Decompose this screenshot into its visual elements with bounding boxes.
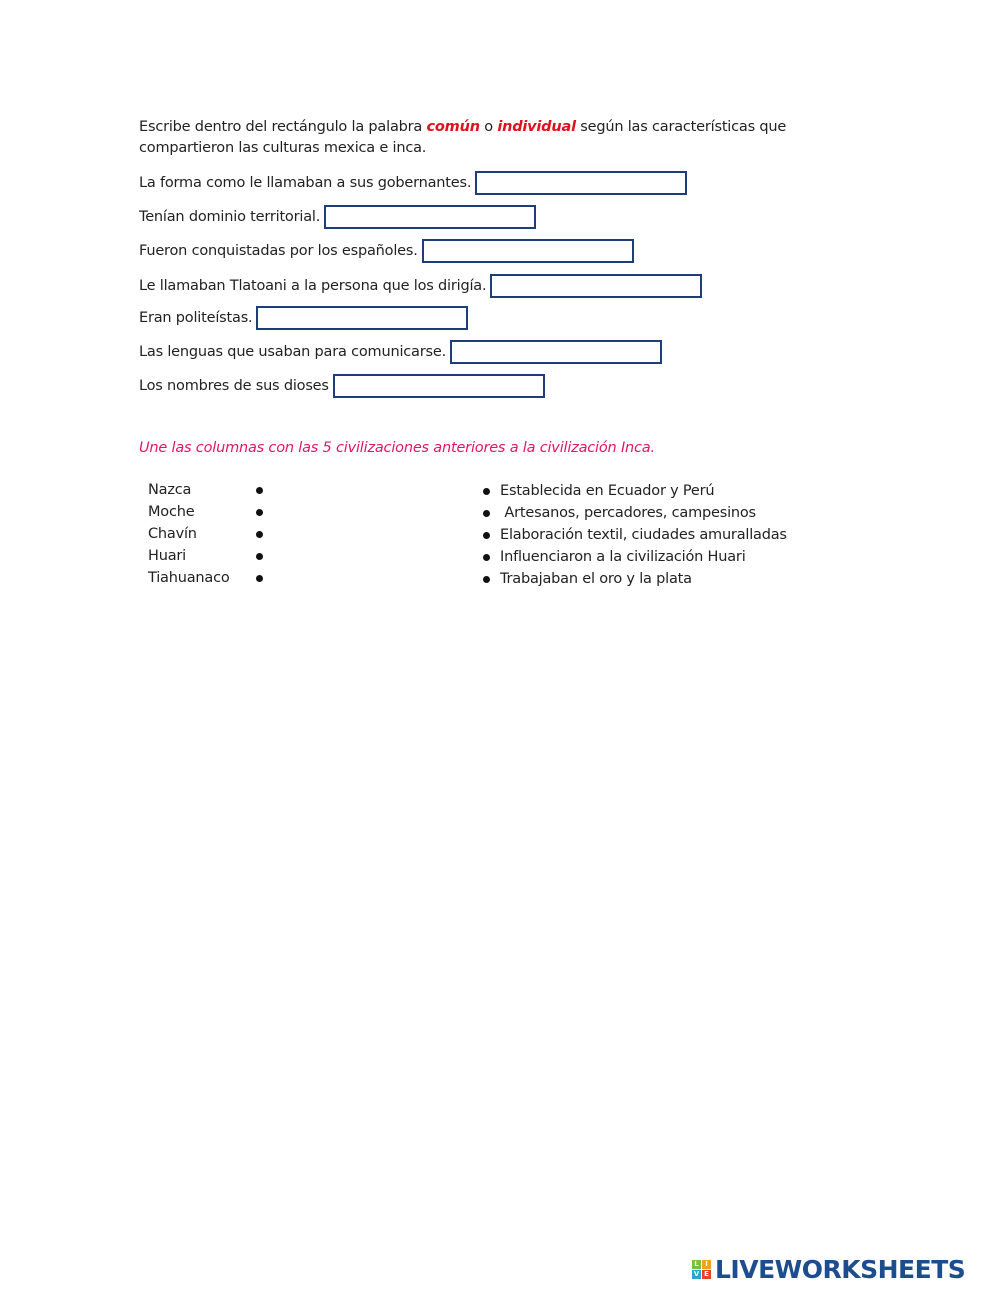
characteristic-item bbox=[483, 480, 787, 502]
answer-box-7[interactable] bbox=[333, 374, 545, 398]
characteristic-text: Elaboración textil, ciudades amuralladas bbox=[500, 527, 787, 543]
match-dot-left-1[interactable] bbox=[256, 487, 263, 494]
characteristic-text: Establecida en Ecuador y Perú bbox=[500, 483, 715, 499]
civilization-item bbox=[148, 567, 263, 589]
match-dot-right-4[interactable] bbox=[483, 554, 490, 561]
characteristic-item bbox=[483, 524, 787, 546]
match-dot-right-3[interactable] bbox=[483, 532, 490, 539]
answer-box-4[interactable] bbox=[490, 274, 702, 298]
characteristic-text: Trabajaban el oro y la plata bbox=[500, 571, 692, 587]
answer-box-6[interactable] bbox=[450, 340, 662, 364]
question-row-3 bbox=[139, 236, 634, 266]
civilization-item bbox=[148, 479, 263, 501]
question-row-4 bbox=[139, 271, 702, 301]
question-text: Tenían dominio territorial. bbox=[139, 209, 321, 225]
civilization-item bbox=[148, 545, 263, 567]
match-dot-right-5[interactable] bbox=[483, 576, 490, 583]
question-text: Las lenguas que usaban para comunicarse. bbox=[139, 344, 446, 360]
question-text: Eran politeístas. bbox=[139, 310, 253, 326]
answer-box-1[interactable] bbox=[475, 171, 687, 195]
liveworksheets-logo-icon: L I V E bbox=[692, 1260, 711, 1279]
match-dot-left-4[interactable] bbox=[256, 553, 263, 560]
keyword-comun: común bbox=[426, 119, 480, 135]
question-row-2 bbox=[139, 202, 536, 232]
civilization-name: Moche bbox=[148, 504, 195, 520]
instructions-part3: según las características que compartieron las culturas mexica e inca. bbox=[139, 119, 787, 156]
civilization-name: Huari bbox=[148, 548, 186, 564]
instructions-paragraph bbox=[139, 117, 839, 159]
question-text: La forma como le llamaban a sus gobernantes. bbox=[139, 175, 472, 191]
question-row-7 bbox=[139, 371, 545, 401]
match-dot-left-2[interactable] bbox=[256, 509, 263, 516]
answer-box-2[interactable] bbox=[324, 205, 536, 229]
match-dot-left-3[interactable] bbox=[256, 531, 263, 538]
liveworksheets-logo-text: LIVEWORKSHEETS bbox=[715, 1254, 966, 1284]
characteristic-item bbox=[483, 568, 787, 590]
keyword-individual: individual bbox=[497, 119, 576, 135]
civilizations-column bbox=[148, 479, 263, 589]
instructions-part2: o bbox=[479, 119, 498, 135]
instructions-part1: Escribe dentro del rectángulo la palabra bbox=[139, 119, 427, 135]
answer-box-3[interactable] bbox=[422, 239, 634, 263]
matching-heading: Une las columnas con las 5 civilizaciones anteriores a la civilización Inca. bbox=[139, 440, 655, 456]
question-text: Fueron conquistadas por los españoles. bbox=[139, 243, 418, 259]
characteristic-text: Artesanos, percadores, campesinos bbox=[500, 505, 756, 521]
civilization-name: Nazca bbox=[148, 482, 192, 498]
question-row-1 bbox=[139, 168, 687, 198]
answer-box-5[interactable] bbox=[256, 306, 468, 330]
liveworksheets-logo bbox=[692, 1256, 965, 1282]
characteristic-item bbox=[483, 502, 787, 524]
match-dot-right-2[interactable] bbox=[483, 510, 490, 517]
characteristics-column bbox=[483, 480, 787, 590]
question-text: Le llamaban Tlatoani a la persona que los dirigía. bbox=[139, 278, 487, 294]
question-row-5 bbox=[139, 303, 468, 333]
characteristic-text: Influenciaron a la civilización Huari bbox=[500, 549, 746, 565]
civilization-item bbox=[148, 523, 263, 545]
question-row-6 bbox=[139, 337, 662, 367]
civilization-name: Tiahuanaco bbox=[148, 570, 230, 586]
match-dot-right-1[interactable] bbox=[483, 488, 490, 495]
match-dot-left-5[interactable] bbox=[256, 575, 263, 582]
characteristic-item bbox=[483, 546, 787, 568]
civilization-name: Chavín bbox=[148, 526, 197, 542]
civilization-item bbox=[148, 501, 263, 523]
question-text: Los nombres de sus dioses bbox=[139, 378, 329, 394]
